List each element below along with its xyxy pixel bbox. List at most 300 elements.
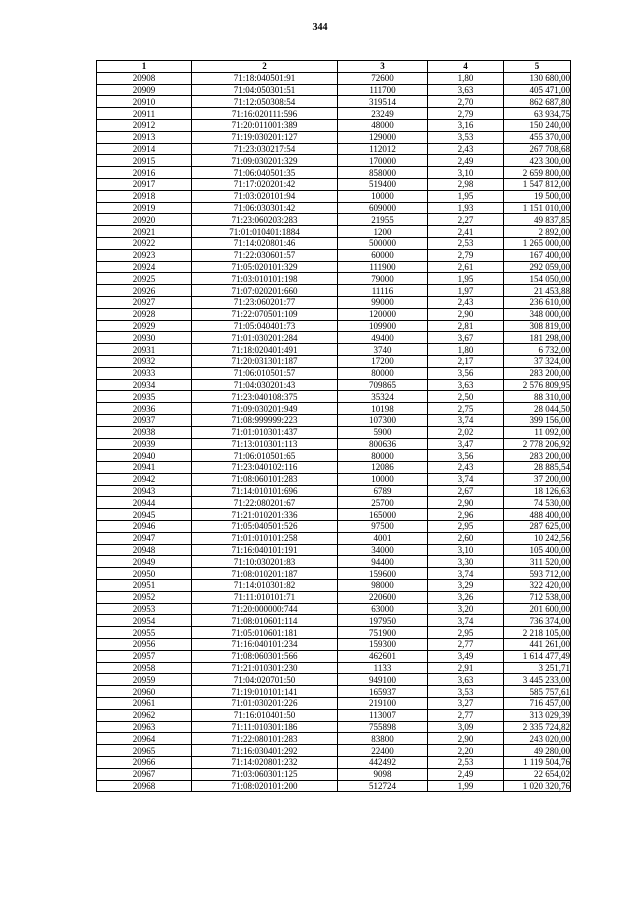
rate-value: 3,63: [428, 674, 504, 686]
area-value: 219100: [338, 698, 428, 710]
cadastral-value: 441 261,00: [504, 639, 571, 651]
table-row: [97, 308, 571, 320]
cadastral-number: 71:11:010301:186: [192, 721, 338, 733]
area-value: 111700: [338, 84, 428, 96]
cadastral-value: 10 242,56: [504, 532, 571, 544]
cadastral-number: 71:03:060301:125: [192, 768, 338, 780]
cadastral-value: 150 240,00: [504, 119, 571, 131]
row-number: 20922: [97, 237, 192, 249]
row-number: 20965: [97, 745, 192, 757]
area-value: 3740: [338, 344, 428, 356]
row-number: 20951: [97, 580, 192, 592]
row-number: 20923: [97, 249, 192, 261]
rate-value: 3,53: [428, 686, 504, 698]
rate-value: 2,98: [428, 178, 504, 190]
row-number: 20961: [97, 698, 192, 710]
rate-value: 2,67: [428, 485, 504, 497]
area-value: 5900: [338, 426, 428, 438]
table-row: [97, 532, 571, 544]
rate-value: 2,41: [428, 226, 504, 238]
cadastral-value: 585 757,61: [504, 686, 571, 698]
rate-value: 3,56: [428, 450, 504, 462]
cadastral-number: 71:14:010301:82: [192, 580, 338, 592]
cadastral-value: 18 126,63: [504, 485, 571, 497]
cadastral-value: 88 310,00: [504, 391, 571, 403]
row-number: 20927: [97, 296, 192, 308]
cadastral-value: 236 610,00: [504, 296, 571, 308]
rate-value: 3,20: [428, 603, 504, 615]
cadastral-number: 71:06:010501:65: [192, 450, 338, 462]
row-number: 20936: [97, 403, 192, 415]
area-value: 80000: [338, 450, 428, 462]
cadastral-value: 21 453,88: [504, 285, 571, 297]
table-row: [97, 178, 571, 190]
table-row: [97, 155, 571, 167]
table-row: [97, 615, 571, 627]
cadastral-number: 71:01:010301:437: [192, 426, 338, 438]
area-value: 129000: [338, 131, 428, 143]
cadastral-value: 311 520,00: [504, 556, 571, 568]
table-body: [97, 72, 571, 792]
row-number: 20955: [97, 627, 192, 639]
rate-value: 2,61: [428, 261, 504, 273]
cadastral-value: 37 200,00: [504, 473, 571, 485]
row-number: 20925: [97, 273, 192, 285]
row-number: 20911: [97, 108, 192, 120]
area-value: 9098: [338, 768, 428, 780]
table-row: [97, 639, 571, 651]
table-row: [97, 509, 571, 521]
cadastral-number: 71:23:060201:77: [192, 296, 338, 308]
row-number: 20937: [97, 414, 192, 426]
rate-value: 1,80: [428, 72, 504, 84]
area-value: 751900: [338, 627, 428, 639]
cadastral-value: 308 819,00: [504, 320, 571, 332]
rate-value: 2,90: [428, 497, 504, 509]
cadastral-number: 71:07:020201:660: [192, 285, 338, 297]
row-number: 20916: [97, 167, 192, 179]
row-number: 20949: [97, 556, 192, 568]
row-number: 20929: [97, 320, 192, 332]
cadastral-value: 1 020 320,76: [504, 780, 571, 792]
rate-value: 3,29: [428, 580, 504, 592]
cadastral-value: 862 687,80: [504, 96, 571, 108]
cadastral-number: 71:09:030201:329: [192, 155, 338, 167]
area-value: 4001: [338, 532, 428, 544]
cadastral-value: 1 614 477,49: [504, 650, 571, 662]
area-value: 319514: [338, 96, 428, 108]
table-row: [97, 768, 571, 780]
area-value: 159600: [338, 568, 428, 580]
cadastral-number: 71:04:050301:51: [192, 84, 338, 96]
row-number: 20919: [97, 202, 192, 214]
cadastral-number: 71:22:080201:67: [192, 497, 338, 509]
row-number: 20909: [97, 84, 192, 96]
cadastral-value: 2 218 105,00: [504, 627, 571, 639]
cadastral-number: 71:19:010101:141: [192, 686, 338, 698]
rate-value: 2,27: [428, 214, 504, 226]
area-value: 112012: [338, 143, 428, 155]
area-value: 755898: [338, 721, 428, 733]
row-number: 20913: [97, 131, 192, 143]
table-row: [97, 119, 571, 131]
area-value: 120000: [338, 308, 428, 320]
rate-value: 1,95: [428, 190, 504, 202]
area-value: 165000: [338, 509, 428, 521]
area-value: 99000: [338, 296, 428, 308]
row-number: 20940: [97, 450, 192, 462]
row-number: 20956: [97, 639, 192, 651]
cadastral-value: 181 298,00: [504, 332, 571, 344]
column-header-1: 1: [97, 61, 192, 73]
cadastral-number: 71:01:030201:226: [192, 698, 338, 710]
area-value: 949100: [338, 674, 428, 686]
cadastral-number: 71:01:030201:284: [192, 332, 338, 344]
cadastral-value: 28 044,50: [504, 403, 571, 415]
cadastral-value: 2 335 724,82: [504, 721, 571, 733]
cadastral-value: 287 625,00: [504, 521, 571, 533]
area-value: 220600: [338, 591, 428, 603]
area-value: 17200: [338, 355, 428, 367]
cadastral-number: 71:08:060101:283: [192, 473, 338, 485]
table-row: [97, 650, 571, 662]
cadastral-value: 322 420,00: [504, 580, 571, 592]
table-row: [97, 296, 571, 308]
cadastral-number: 71:08:999999:223: [192, 414, 338, 426]
row-number: 20908: [97, 72, 192, 84]
rate-value: 3,74: [428, 615, 504, 627]
row-number: 20948: [97, 544, 192, 556]
rate-value: 2,43: [428, 462, 504, 474]
table-row: [97, 96, 571, 108]
cadastral-value: 593 712,00: [504, 568, 571, 580]
cadastral-number: 71:01:010101:258: [192, 532, 338, 544]
table-row: [97, 367, 571, 379]
table-row: [97, 202, 571, 214]
row-number: 20964: [97, 733, 192, 745]
area-value: 107300: [338, 414, 428, 426]
cadastral-number: 71:09:030201:949: [192, 403, 338, 415]
area-value: 858000: [338, 167, 428, 179]
cadastral-number: 71:21:010201:336: [192, 509, 338, 521]
row-number: 20952: [97, 591, 192, 603]
cadastral-value: 28 885,54: [504, 462, 571, 474]
area-value: 98000: [338, 580, 428, 592]
table-row: [97, 226, 571, 238]
row-number: 20938: [97, 426, 192, 438]
area-value: 60000: [338, 249, 428, 261]
cadastral-number: 71:16:030401:292: [192, 745, 338, 757]
cadastral-value: 243 020,00: [504, 733, 571, 745]
header-row: [97, 61, 571, 73]
cadastral-value: 3 251,71: [504, 662, 571, 674]
cadastral-value: 49 280,00: [504, 745, 571, 757]
cadastral-number: 71:06:030301:42: [192, 202, 338, 214]
row-number: 20935: [97, 391, 192, 403]
rate-value: 2,02: [428, 426, 504, 438]
cadastral-number: 71:05:040501:526: [192, 521, 338, 533]
area-value: 80000: [338, 367, 428, 379]
area-value: 23249: [338, 108, 428, 120]
rate-value: 3,10: [428, 167, 504, 179]
table-row: [97, 485, 571, 497]
cadastral-number: 71:14:020801:46: [192, 237, 338, 249]
table-row: [97, 497, 571, 509]
cadastral-number: 71:08:060301:566: [192, 650, 338, 662]
cadastral-value: 405 471,00: [504, 84, 571, 96]
cadastral-number: 71:20:000000:744: [192, 603, 338, 615]
cadastral-value: 22 654,02: [504, 768, 571, 780]
cadastral-value: 1 547 812,00: [504, 178, 571, 190]
area-value: 97500: [338, 521, 428, 533]
rate-value: 3,30: [428, 556, 504, 568]
table-row: [97, 414, 571, 426]
cadastral-number: 71:23:060203:283: [192, 214, 338, 226]
table-row: [97, 686, 571, 698]
table-row: [97, 580, 571, 592]
row-number: 20944: [97, 497, 192, 509]
row-number: 20917: [97, 178, 192, 190]
area-value: 1133: [338, 662, 428, 674]
row-number: 20943: [97, 485, 192, 497]
cadastral-value: 11 092,00: [504, 426, 571, 438]
rate-value: 2,90: [428, 308, 504, 320]
cadastral-number: 71:23:040102:116: [192, 462, 338, 474]
rate-value: 2,43: [428, 296, 504, 308]
cadastral-value: 283 200,00: [504, 450, 571, 462]
cadastral-number: 71:05:020101:329: [192, 261, 338, 273]
cadastral-value: 2 576 809,95: [504, 379, 571, 391]
row-number: 20932: [97, 355, 192, 367]
cadastral-number: 71:13:010301:113: [192, 438, 338, 450]
rate-value: 3,74: [428, 414, 504, 426]
row-number: 20945: [97, 509, 192, 521]
cadastral-value: 2 659 800,00: [504, 167, 571, 179]
area-value: 109900: [338, 320, 428, 332]
rate-value: 3,56: [428, 367, 504, 379]
cadastral-number: 71:06:040501:35: [192, 167, 338, 179]
cadastral-number: 71:16:040101:234: [192, 639, 338, 651]
cadastral-number: 71:19:030201:127: [192, 131, 338, 143]
cadastral-value: 6 732,00: [504, 344, 571, 356]
row-number: 20954: [97, 615, 192, 627]
table-row: [97, 733, 571, 745]
cadastral-number: 71:11:010101:71: [192, 591, 338, 603]
table-row: [97, 344, 571, 356]
rate-value: 2,79: [428, 108, 504, 120]
rate-value: 2,53: [428, 757, 504, 769]
rate-value: 2,91: [428, 662, 504, 674]
area-value: 6789: [338, 485, 428, 497]
cadastral-number: 71:05:040401:73: [192, 320, 338, 332]
cadastral-value: 736 374,00: [504, 615, 571, 627]
cadastral-value: 2 778 206,92: [504, 438, 571, 450]
table-row: [97, 462, 571, 474]
cadastral-value-table: [96, 60, 571, 792]
table-row: [97, 285, 571, 297]
rate-value: 3,26: [428, 591, 504, 603]
cadastral-value: 19 500,00: [504, 190, 571, 202]
cadastral-value: 63 934,75: [504, 108, 571, 120]
area-value: 10198: [338, 403, 428, 415]
row-number: 20966: [97, 757, 192, 769]
table-row: [97, 721, 571, 733]
table-row: [97, 72, 571, 84]
area-value: 609000: [338, 202, 428, 214]
table-row: [97, 249, 571, 261]
rate-value: 3,49: [428, 650, 504, 662]
area-value: 800636: [338, 438, 428, 450]
table-row: [97, 473, 571, 485]
row-number: 20947: [97, 532, 192, 544]
table-row: [97, 190, 571, 202]
row-number: 20959: [97, 674, 192, 686]
row-number: 20941: [97, 462, 192, 474]
table-row: [97, 450, 571, 462]
column-header-5: 5: [504, 61, 571, 73]
table-row: [97, 591, 571, 603]
rate-value: 3,10: [428, 544, 504, 556]
cadastral-value: 49 837,85: [504, 214, 571, 226]
cadastral-number: 71:03:020101:94: [192, 190, 338, 202]
cadastral-value: 283 200,00: [504, 367, 571, 379]
cadastral-value: 423 300,00: [504, 155, 571, 167]
cadastral-value: 1 265 000,00: [504, 237, 571, 249]
cadastral-number: 71:10:030201:83: [192, 556, 338, 568]
area-value: 25700: [338, 497, 428, 509]
cadastral-value: 37 324,00: [504, 355, 571, 367]
rate-value: 2,77: [428, 639, 504, 651]
rate-value: 2,49: [428, 155, 504, 167]
cadastral-value: 2 892,00: [504, 226, 571, 238]
cadastral-number: 71:04:020701:50: [192, 674, 338, 686]
rate-value: 3,53: [428, 131, 504, 143]
table-row: [97, 757, 571, 769]
area-value: 94400: [338, 556, 428, 568]
cadastral-value: 712 538,00: [504, 591, 571, 603]
table-row: [97, 521, 571, 533]
area-value: 111900: [338, 261, 428, 273]
row-number: 20928: [97, 308, 192, 320]
table-row: [97, 745, 571, 757]
cadastral-value: 1 119 504,76: [504, 757, 571, 769]
rate-value: 2,77: [428, 709, 504, 721]
table-row: [97, 214, 571, 226]
page-number: 344: [312, 22, 328, 33]
area-value: 21955: [338, 214, 428, 226]
cadastral-number: 71:20:011001:389: [192, 119, 338, 131]
row-number: 20912: [97, 119, 192, 131]
cadastral-number: 71:08:010201:187: [192, 568, 338, 580]
cadastral-value: 167 400,00: [504, 249, 571, 261]
area-value: 170000: [338, 155, 428, 167]
area-value: 165937: [338, 686, 428, 698]
cadastral-number: 71:08:010601:114: [192, 615, 338, 627]
rate-value: 2,79: [428, 249, 504, 261]
table-row: [97, 332, 571, 344]
rate-value: 2,90: [428, 733, 504, 745]
table-row: [97, 131, 571, 143]
row-number: 20967: [97, 768, 192, 780]
table-row: [97, 698, 571, 710]
table-row: [97, 780, 571, 792]
row-number: 20946: [97, 521, 192, 533]
table-row: [97, 426, 571, 438]
table-row: [97, 108, 571, 120]
cadastral-number: 71:12:050308:54: [192, 96, 338, 108]
row-number: 20914: [97, 143, 192, 155]
table-row: [97, 403, 571, 415]
rate-value: 2,95: [428, 627, 504, 639]
cadastral-number: 71:16:010401:50: [192, 709, 338, 721]
rate-value: 1,80: [428, 344, 504, 356]
rate-value: 2,70: [428, 96, 504, 108]
area-value: 10000: [338, 473, 428, 485]
cadastral-number: 71:22:080101:283: [192, 733, 338, 745]
row-number: 20968: [97, 780, 192, 792]
rate-value: 3,74: [428, 568, 504, 580]
area-value: 48000: [338, 119, 428, 131]
row-number: 20915: [97, 155, 192, 167]
cadastral-number: 71:23:030217:54: [192, 143, 338, 155]
cadastral-number: 71:08:020101:200: [192, 780, 338, 792]
cadastral-number: 71:23:040108:375: [192, 391, 338, 403]
rate-value: 1,93: [428, 202, 504, 214]
row-number: 20921: [97, 226, 192, 238]
table-row: [97, 438, 571, 450]
cadastral-value: 3 445 233,00: [504, 674, 571, 686]
area-value: 35324: [338, 391, 428, 403]
rate-value: 2,60: [428, 532, 504, 544]
table-row: [97, 320, 571, 332]
area-value: 10000: [338, 190, 428, 202]
area-value: 442492: [338, 757, 428, 769]
cadastral-number: 71:21:010301:230: [192, 662, 338, 674]
rate-value: 3,09: [428, 721, 504, 733]
table-row: [97, 627, 571, 639]
table-row: [97, 84, 571, 96]
rate-value: 2,81: [428, 320, 504, 332]
area-value: 34000: [338, 544, 428, 556]
table-row: [97, 273, 571, 285]
table-row: [97, 544, 571, 556]
cadastral-value: 348 000,00: [504, 308, 571, 320]
rate-value: 1,95: [428, 273, 504, 285]
area-value: 462601: [338, 650, 428, 662]
cadastral-value: 313 029,39: [504, 709, 571, 721]
cadastral-number: 71:16:040101:191: [192, 544, 338, 556]
rate-value: 1,97: [428, 285, 504, 297]
cadastral-number: 71:04:030201:43: [192, 379, 338, 391]
row-number: 20934: [97, 379, 192, 391]
rate-value: 3,63: [428, 379, 504, 391]
cadastral-value: 130 680,00: [504, 72, 571, 84]
cadastral-value: 488 400,00: [504, 509, 571, 521]
row-number: 20957: [97, 650, 192, 662]
table-row: [97, 556, 571, 568]
rate-value: 2,17: [428, 355, 504, 367]
row-number: 20958: [97, 662, 192, 674]
row-number: 20960: [97, 686, 192, 698]
area-value: 49400: [338, 332, 428, 344]
table-row: [97, 391, 571, 403]
area-value: 1200: [338, 226, 428, 238]
table-row: [97, 662, 571, 674]
table-row: [97, 709, 571, 721]
area-value: 72600: [338, 72, 428, 84]
area-value: 197950: [338, 615, 428, 627]
cadastral-number: 71:05:010601:181: [192, 627, 338, 639]
